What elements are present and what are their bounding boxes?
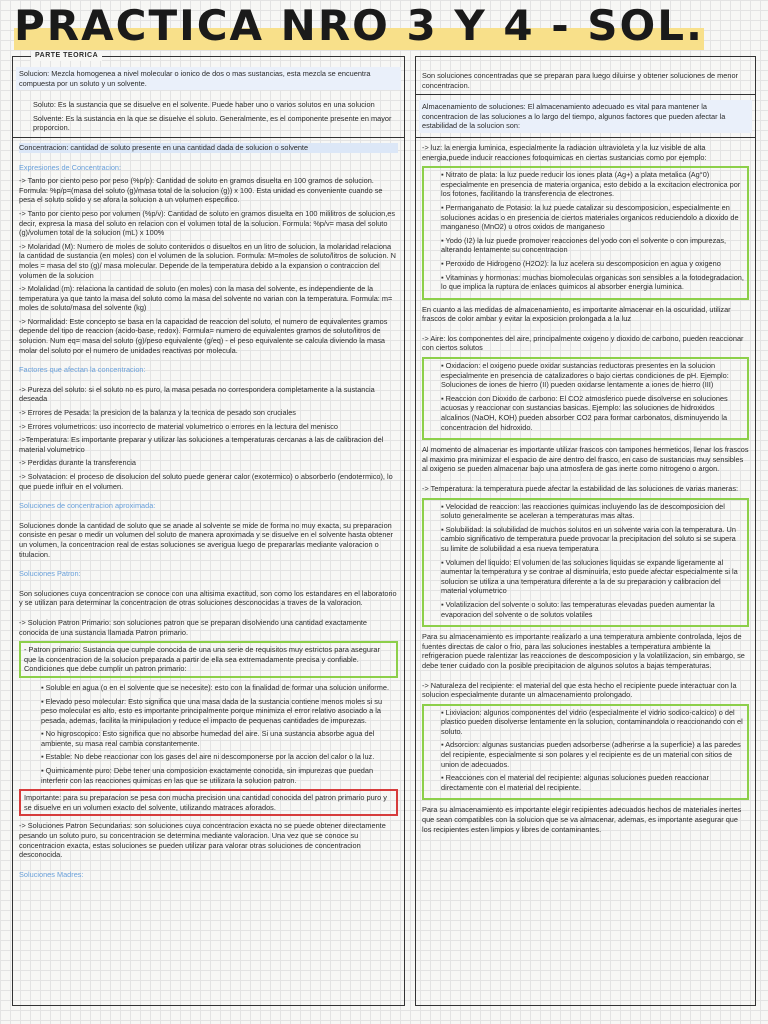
list-item: ->Temperatura: Es importante preparar y utilizar las soluciones a temperaturas cercanas a las de calibracion del material volumetrico	[19, 435, 384, 454]
list-item: -> Molaridad (M): Numero de moles de soluto contenidos o disueltos en un litro de solucion, la molaridad relaciona la cantidad de sustancia (en moles) con el volumen de la solucion. Formula: M=moles de soluto/litros de solucion. N moles = masa del sto (g)/ masa molecular. Depende de la temperatura debido a la expansion o contraccion del volumen de la solucion	[19, 241, 396, 280]
storage-column	[415, 56, 756, 1006]
list-item: ▪ Reaccion con Dioxido de carbono: El CO2 atmosferico puede disolverse en soluciones acuosas y reaccionar con sustancias basicas. Ejemplo: las soluciones de hidroxidos alcalinos (NaOH, KOH) pueden absorber CO2 para formar carbonatos, disminuyendo la concentracion del hidroxido.	[441, 393, 728, 432]
aire-conclusion: Al momento de almacenar es importante utilizar frascos con tampones hermeticos, llenar los frascos al maximo pra minimizar el espacio de aire dentro del frasco, en caso de sustancias muy sensibles al oxigeno se pueden almacenar bajo una atmosfera de gas inerte como nitrogeno o argon.	[422, 445, 749, 474]
recipiente-box	[422, 704, 749, 801]
list-item: -> Normalidad: Este concepto se basa en la capacidad de reaccion del soluto, el numero de equivalentes gramos depende del tipo de reaccion (acido-base, redox). Formula= numero de equivalentes gramos de soluto/litros de solucion. Num eq= masa del soluto (g)/peso equivalente (g/eq) - el peso equivalente se calcula diviendo la masa molar del soluto por el numero de unidades reactivas por molecula.	[19, 316, 388, 355]
luz-conclusion: En cuanto a las medidas de almacenamiento, es importante almacenar en la oscuridad, utilizar frascos de color ambar y evitar la exposicion prolongada a la luz	[422, 304, 731, 324]
divider	[13, 137, 404, 138]
list-item: ▪ Soluble en agua (o en el solvente que se necesite): esto con la finalidad de formar una solucion uniforme.	[41, 682, 389, 692]
temperatura-text: -> Temperatura: la temperatura puede afectar la estabilidad de las soluciones de varias maneras:	[422, 484, 739, 493]
luz-box	[422, 166, 749, 300]
madres-intro: Son soluciones concentradas que se preparan para luego diluirse y obtener soluciones de menor concentracion.	[422, 71, 738, 90]
list-item: ▪ Elevado peso molecular: Esto significa que una masa dada de la sustancia contiene menos moles si su peso molecular es alto, esto es importante principalmente porque minimiza el error relativo asociado a la pesada, ademas, facilita la minipulacion y reduce el impacto de pequenas cantidades de impurezas.	[41, 696, 383, 725]
list-item: -> Solvatacion: el proceso de disolucion del soluto puede generar calor (exotermico) o absorberlo (endotermico), lo que puede influir en el volumen.	[19, 472, 393, 491]
divider	[416, 94, 755, 95]
aprox-heading: Soluciones de concentracion aproximada:	[19, 501, 156, 511]
solvente-definition: Solvente: Es la sustancia en la que se disuelve el soluto. Generalmente, es el componente presente en mayor proporcion.	[33, 113, 392, 133]
list-item: ▪ Reacciones con el material del recipiente: algunas soluciones pueden reaccionar directamente con el material del recipiente.	[441, 773, 709, 792]
temperatura-box	[422, 498, 749, 628]
list-item: ▪ Quimicamente puro: Debe tener una composicion exactamente conocida, sin impurezas que puedan interferir con las reacciones quimicas en las que se utilizara la solucion patron.	[41, 766, 374, 785]
list-item: -> Tanto por ciento peso por volumen (%p/v): Cantidad de soluto en gramos disuelta en 100 mililitros de solucion,es decir, expresa la masa del soluto en relacion con el volumen total de la solucion. Formula: %p/v= masa del soluto (g)/volumen total de la solucion (mL) x 100%	[19, 208, 396, 238]
section-label: PARTE TEORICA	[31, 51, 102, 61]
page-title: PRACTICA NRO 3 Y 4 - SOL.	[14, 1, 704, 50]
luz-text: -> luz: la energia luminica, especialmente la radiacion ultravioleta y la luz visible de alta energia,puede inducir reacciones fotoquimicas en ciertas sustancias como por ejemplo:	[422, 142, 707, 162]
list-item: ▪ Estable: No debe reaccionar con los gases del aire ni descomponerse por la accion del calor o la luz.	[41, 752, 375, 762]
temperatura-conclusion: Para su almacenamiento es importante realizarlo a una temperatura ambiente controlada, lejos de fuentes directas de calor o frio, para las soluciones inestables a temperatura ambiente la refrigeracion puede ralentizar las reacciones de descomposicion y la volatilizacion, sin embargo, se debe tener cuidado con la posible precipitacion de algunos solutos a bajas temperaturas.	[422, 632, 745, 670]
list-item: -> Perdidas durante la transferencia	[19, 458, 136, 468]
aire-text: -> Aire: los componentes del aire, principalmente oxigeno y dioxido de carbono, pueden reaccionar con ciertos solutos	[422, 333, 744, 353]
divider	[416, 137, 755, 138]
primario-text: -> Solucion Patron Primario: son soluciones patron que se preparan disolviendo una cantidad exactamente conocida de una sustancia llamada Patron primario.	[19, 617, 368, 637]
list-item: ▪ Peroxido de Hidrogeno (H2O2): la luz acelera su descomposicion en agua y oxigeno	[441, 258, 721, 268]
list-item: ▪ Velocidad de reaccion: las reacciones quimicas incluyendo las de descomposicion del soluto generalmente se aceleran a temperaturas mas altas.	[441, 501, 725, 521]
secundarias-text: -> Soluciones Patron Secundarias: son soluciones cuya concentracion exacta no se puede obtener directamente pesando un soluto puro, su concentracion se determina mediante valoracion. Una vez que se conoce su concentracion exacta, estas soluciones se pueden utilizar para valorar otras soluciones de concentracion desconocida.	[19, 821, 386, 860]
list-item: ▪ Vitaminas y hormonas: muchas biomoleculas organicas son sensibles a la fotodegradacion, lo que implica la ruptura de enlaces quimicos al absorber energia luminica.	[441, 272, 744, 292]
list-item: ▪ Oxidacion: el oxigeno puede oxidar sustancias reductoras presentes en la solucion especialmente en presencia de catalizadores o bajo ciertas condiciones de pH. Ejemplo: Soluciones de iones de hierro (II) pueden oxidarse lentamente a iones de hierro (III)	[441, 361, 729, 390]
importante-text: Importante: para su preparacion se pesa con mucha precision una cantidad conocida del patron primario puro y se disuelve en un volumen exacto del solvente, utilizando matraces aforados.	[24, 793, 387, 812]
madres-heading: Soluciones Madres:	[19, 869, 84, 879]
list-item: ▪ Adsorcion: algunas sustancias pueden adsorberse (adherirse a la superficie) a las paredes del recipiente, especialmente si son polares y el recipiente es de un material con sitios de union de adecuados.	[441, 740, 741, 769]
list-item: ▪ Volatilizacion del solvente o soluto: las temperaturas elevadas pueden aumentar la evaporacion del solvente o de solutos volatiles	[441, 599, 715, 619]
list-item: -> Tanto por ciento peso por peso (%p/p): Cantidad de soluto en gramos disuelta en 100 gramos de solucion. Formula: %p/p=(masa del soluto (g)/masa total de la solucion (g)) x 100. Esta unidad es conveniente cuando se pesa el soluto solido y se afora la solucion a un volumen especifico.	[19, 176, 383, 205]
patron-text: Son soluciones cuya concentracion se conoce con una altisima exactitud, son como los estandares en el laboratorio y se utilizan para determinar la concentracion de otras soluciones desconocidas a traves de la valoracion.	[19, 588, 397, 608]
list-item: ▪ Lixiviacion: algunos componentes del vidrio (especialmente el vidrio sodico-calcico) o del plastico pueden disolverse lentamente en la solucion, contaminandola o reaccionando con el soluto.	[441, 707, 743, 736]
list-item: -> Errores volumetricos: uso incorrecto de material volumetrico o errores en la lectura del menisco	[19, 421, 338, 431]
patron-primario-text: - Patron primario: Sustancia que cumple conocida de una una serie de requisitos muy estrictos para asegurar que la concentracion de la solucion preparada a partir de ella sea extremadamente precisa y confiable. Condiciones que debe cumplir un patron primario:	[24, 645, 380, 674]
recipiente-text: -> Naturaleza del recipiente: el material del que esta hecho el recipiente puede interactuar con la solucion especialmente durante un almacenamiento prolongado.	[422, 680, 737, 700]
aire-box	[422, 357, 749, 440]
factores-heading: Factores que afectan la concentracion:	[19, 365, 146, 375]
list-item: ▪ Nitrato de plata: la luz puede reducir los iones plata (Ag+) a plata metalica (Ag°0) especialmente en presencia de materia organica, esto debido a la excitacion electronica por los fotones, facilitando la transferencia de electrones.	[441, 170, 741, 199]
list-item: ▪ Volumen del liquido: El volumen de las soluciones liquidas se expande ligeramente al aumentar la temperatura y se contrae al disminuirla, esto puede afectar especialmente si la solucion se utiliza a una temperatura diferente a la de su preparacion y calibracion del material volumetrico	[441, 557, 738, 596]
theory-column	[12, 52, 405, 1006]
list-item: ▪ Solubilidad: la solubilidad de muchos solutos en un solvente varia con la temperatura. Un cambio significativo de temperatura puede provocar la precipitacion del soluto si se supera su limite de solubilidad a esa nueva temperatura	[441, 524, 736, 553]
soluto-definition: Soluto: Es la sustancia que se disuelve en el solvente. Puede haber uno o varios solutos en una solucion	[33, 100, 375, 110]
expresiones-heading: Expresiones de Concentracion:	[19, 162, 122, 172]
list-item: -> Molalidad (m): relaciona la cantidad de soluto (en moles) con la masa del solvente, es independiente de la temperatura ya que tanto la masa del soluto como la masa del solvente no varian con la temperatura. Formula: m= moles de soluto/masa del solvente (kg)	[19, 284, 393, 313]
list-item: ▪ Permanganato de Potasio: la luz puede catalizar su descomposicion, especialmente en soluciones acidas o en presencia de ciertos materiales organicos reduciendolo a dioxido de manganeso (MnO2) u otros oxidos de manganeso	[441, 202, 739, 232]
aprox-text: Soluciones donde la cantidad de soluto que se anade al solvente se mide de forma no muy exacta, su preparacion consiste en pesar o medir un volumen del soluto de manera aproximada y se disuelve en el solvente hasta obtener un volumen, la concentracion real de estas soluciones se averigua luego de prepararlas mediante valoracion o titulacion.	[19, 520, 393, 559]
list-item: ▪ No higroscopico: Esto significa que no absorbe humedad del aire. Si una sustancia absorbe agua del ambiente, su masa real cambia constantemente.	[41, 729, 375, 748]
list-item: -> Pureza del soluto: si el soluto no es puro, la masa pesada no correspondera completamente a la sustancia deseada	[19, 384, 375, 404]
almacenamiento-text: Almacenamiento de soluciones: El almacenamiento adecuado es vital para mantener la concentracion de las soluciones a lo largo del tiempo, algunos factores que pueden afectar la estabilidad de la solucion son:	[419, 100, 752, 133]
patron-heading: Soluciones Patron:	[19, 569, 81, 579]
solucion-definition: Solucion: Mezcla homogenea a nivel molecular o ionico de dos o mas sustancias, esta mezcla se encuentra compuesta por un soluto y un solvente.	[16, 67, 401, 90]
list-item: -> Errores de Pesada: la presicion de la balanza y la tecnica de pesado son cruciales	[19, 408, 296, 418]
concentracion-definition: Concentracion: cantidad de soluto presente en una cantidad dada de solucion o solvente	[19, 143, 398, 153]
importante-box	[19, 789, 398, 816]
recipiente-conclusion: Para su almacenamiento es importante elegir recipientes adecuados hechos de materiales inertes que sean compatibles con la solucion que se va almacenar, ademas, es importante asegurar que los recipientes esten limpios y libres de contaminantes.	[422, 805, 742, 834]
patron-primario-box	[19, 641, 398, 678]
list-item: ▪ Yodo (I2) la luz puede promover reacciones del yodo con el solvente o con impurezas, alterando lentamente su concentracion	[441, 235, 727, 255]
